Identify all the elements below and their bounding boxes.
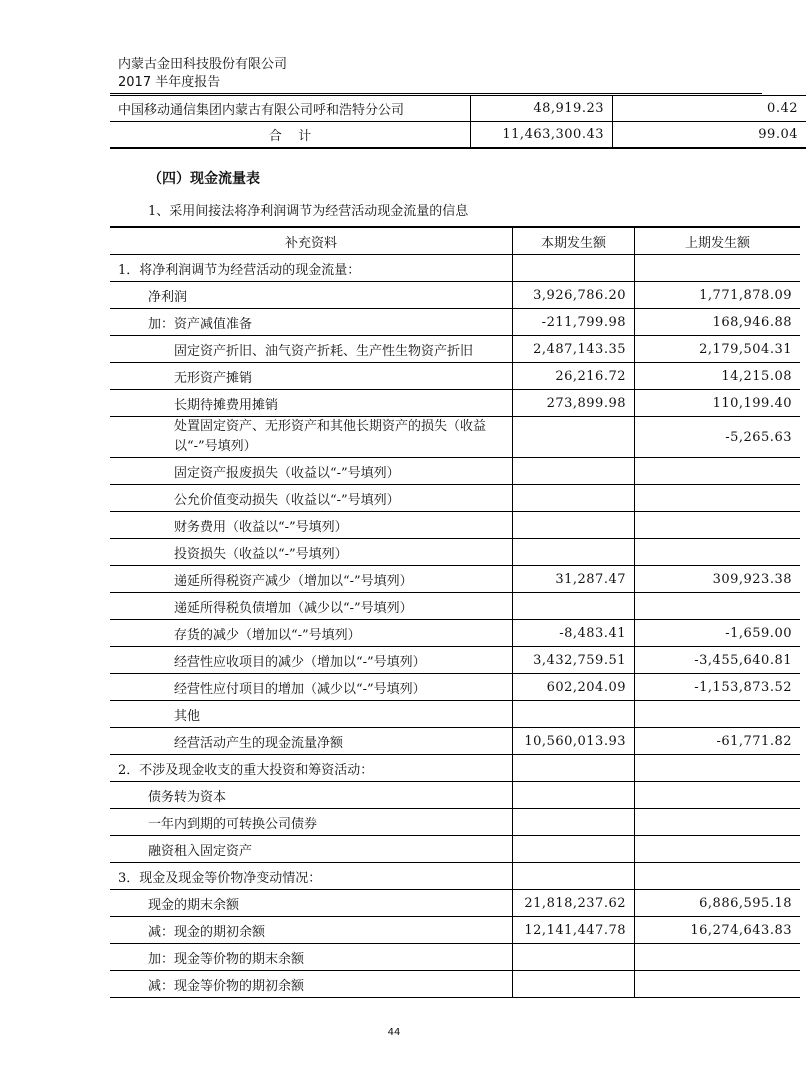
- header-previous-period: 上期发生额: [635, 227, 801, 255]
- table-row: [110, 674, 800, 701]
- section-subtitle: 1、采用间接法将净利润调节为经营活动现金流量的信息: [148, 204, 469, 219]
- header-divider: [110, 93, 762, 94]
- top-row-name: 中国移动通信集团内蒙古有限公司呼和浩特分公司: [110, 96, 471, 122]
- row-previous: -1,659.00: [635, 620, 801, 647]
- row-label: 经营活动产生的现金流量净额: [110, 728, 513, 755]
- row-previous: [635, 458, 801, 485]
- row-label: 公允价值变动损失（收益以“-”号填列）: [110, 485, 513, 512]
- row-previous: [635, 255, 801, 282]
- row-label: 现金的期末余额: [110, 890, 513, 917]
- row-current: 2,487,143.35: [513, 336, 635, 363]
- row-previous: 1,771,878.09: [635, 282, 801, 309]
- row-previous: [635, 782, 801, 809]
- table-row: [110, 971, 800, 998]
- row-current: [513, 485, 635, 512]
- row-current: -211,799.98: [513, 309, 635, 336]
- row-previous: [635, 701, 801, 728]
- table-row: [110, 890, 800, 917]
- table-row: [110, 728, 800, 755]
- cashflow-table: [110, 226, 800, 998]
- table-row: [110, 417, 800, 458]
- row-label: 固定资产报废损失（收益以“-”号填列）: [110, 458, 513, 485]
- table-row: [110, 755, 800, 782]
- row-current: 31,287.47: [513, 566, 635, 593]
- row-previous: -5,265.63: [635, 417, 801, 458]
- top-summary-table: [110, 95, 806, 149]
- row-previous: [635, 593, 801, 620]
- row-current: -8,483.41: [513, 620, 635, 647]
- row-current: [513, 417, 635, 458]
- row-previous: 14,215.08: [635, 363, 801, 390]
- table-row: [110, 336, 800, 363]
- row-label: 长期待摊费用摊销: [110, 390, 513, 417]
- row-current: [513, 701, 635, 728]
- row-label: 减：现金等价物的期初余额: [110, 971, 513, 998]
- row-previous: [635, 512, 801, 539]
- table-row: [110, 647, 800, 674]
- row-current: [513, 944, 635, 971]
- row-previous: 168,946.88: [635, 309, 801, 336]
- table-row: [110, 390, 800, 417]
- row-label: 1．将净利润调节为经营活动的现金流量：: [110, 255, 513, 282]
- table-row: [110, 363, 800, 390]
- row-label: 经营性应收项目的减少（增加以“-”号填列）: [110, 647, 513, 674]
- row-label: 固定资产折旧、油气资产折耗、生产性生物资产折旧: [110, 336, 513, 363]
- table-row: [110, 255, 800, 282]
- row-current: 3,432,759.51: [513, 647, 635, 674]
- row-previous: [635, 863, 801, 890]
- row-label: 3．现金及现金等价物净变动情况：: [110, 863, 513, 890]
- table-header-row: [110, 227, 800, 255]
- row-current: 12,141,447.78: [513, 917, 635, 944]
- row-label: 存货的减少（增加以“-”号填列）: [110, 620, 513, 647]
- row-label: 2．不涉及现金收支的重大投资和筹资活动：: [110, 755, 513, 782]
- table-row: [110, 309, 800, 336]
- table-row: [110, 836, 800, 863]
- row-current: [513, 836, 635, 863]
- table-row-total: [110, 122, 806, 149]
- row-previous: [635, 755, 801, 782]
- row-previous: 309,923.38: [635, 566, 801, 593]
- top-row-amount: 48,919.23: [471, 96, 613, 122]
- top-total-amount: 11,463,300.43: [471, 122, 613, 149]
- table-row: [110, 593, 800, 620]
- row-label: 加：资产减值准备: [110, 309, 513, 336]
- row-previous: [635, 944, 801, 971]
- top-row-ratio: 0.42: [613, 96, 806, 122]
- row-previous: -61,771.82: [635, 728, 801, 755]
- section-title: （四）现金流量表: [148, 171, 260, 187]
- table-row: [110, 282, 800, 309]
- row-current: 602,204.09: [513, 674, 635, 701]
- row-current: [513, 971, 635, 998]
- header-current-period: 本期发生额: [513, 227, 635, 255]
- row-current: [513, 255, 635, 282]
- table-row: [110, 620, 800, 647]
- row-previous: -3,455,640.81: [635, 647, 801, 674]
- table-row: [110, 485, 800, 512]
- row-label: 财务费用（收益以“-”号填列）: [110, 512, 513, 539]
- row-current: [513, 539, 635, 566]
- row-previous: 2,179,504.31: [635, 336, 801, 363]
- table-row: [110, 917, 800, 944]
- row-label: 投资损失（收益以“-”号填列）: [110, 539, 513, 566]
- row-label: 融资租入固定资产: [110, 836, 513, 863]
- row-current: [513, 863, 635, 890]
- top-total-label: 合 计: [110, 122, 471, 149]
- row-current: [513, 512, 635, 539]
- row-previous: -1,153,873.52: [635, 674, 801, 701]
- table-row: [110, 566, 800, 593]
- row-label: 递延所得税资产减少（增加以“-”号填列）: [110, 566, 513, 593]
- row-current: [513, 593, 635, 620]
- row-label: 加：现金等价物的期末余额: [110, 944, 513, 971]
- table-row: [110, 512, 800, 539]
- row-current: 26,216.72: [513, 363, 635, 390]
- row-label: 处置固定资产、无形资产和其他长期资产的损失（收益以“-”号填列）: [110, 417, 513, 458]
- table-row: [110, 809, 800, 836]
- row-previous: 110,199.40: [635, 390, 801, 417]
- page-number: 44: [387, 1027, 401, 1038]
- row-label: 递延所得税负债增加（减少以“-”号填列）: [110, 593, 513, 620]
- row-current: [513, 755, 635, 782]
- table-row: [110, 96, 806, 122]
- row-previous: [635, 485, 801, 512]
- row-previous: [635, 971, 801, 998]
- row-label: 债务转为资本: [110, 782, 513, 809]
- row-previous: [635, 539, 801, 566]
- row-current: 273,899.98: [513, 390, 635, 417]
- table-row: [110, 458, 800, 485]
- row-previous: 16,274,643.83: [635, 917, 801, 944]
- row-label: 减：现金的期初余额: [110, 917, 513, 944]
- table-row: [110, 782, 800, 809]
- table-row: [110, 944, 800, 971]
- row-previous: 6,886,595.18: [635, 890, 801, 917]
- header-supplementary: 补充资料: [110, 227, 513, 255]
- row-current: 3,926,786.20: [513, 282, 635, 309]
- row-current: 21,818,237.62: [513, 890, 635, 917]
- row-label: 一年内到期的可转换公司债券: [110, 809, 513, 836]
- table-row: [110, 863, 800, 890]
- row-current: [513, 809, 635, 836]
- row-previous: [635, 809, 801, 836]
- row-current: [513, 782, 635, 809]
- row-previous: [635, 836, 801, 863]
- row-label: 其他: [110, 701, 513, 728]
- header-report-title: 2017 半年度报告: [118, 75, 221, 90]
- row-current: 10,560,013.93: [513, 728, 635, 755]
- row-label: 净利润: [110, 282, 513, 309]
- table-row: [110, 539, 800, 566]
- top-total-ratio: 99.04: [613, 122, 806, 149]
- row-current: [513, 458, 635, 485]
- row-label: 经营性应付项目的增加（减少以“-”号填列）: [110, 674, 513, 701]
- header-company: 内蒙古金田科技股份有限公司: [118, 57, 288, 72]
- table-row: [110, 701, 800, 728]
- row-label: 无形资产摊销: [110, 363, 513, 390]
